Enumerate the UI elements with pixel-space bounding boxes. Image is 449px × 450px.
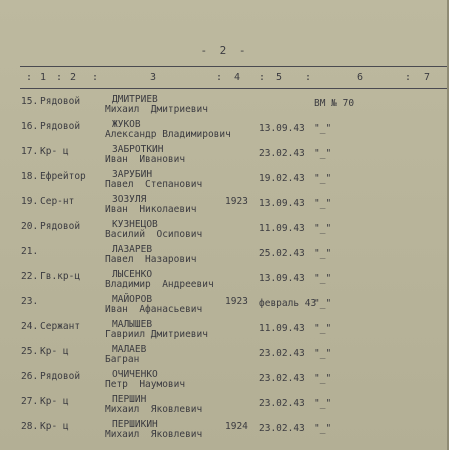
row-date: 19.02.43 bbox=[259, 173, 305, 184]
row-date: 13.09.43 bbox=[259, 273, 305, 284]
row-date: 23.02.43 bbox=[259, 348, 305, 359]
column-header-4: 4 bbox=[234, 72, 241, 83]
row-date: 13.09.43 bbox=[259, 123, 305, 134]
column-divider: : bbox=[92, 72, 99, 83]
table-row bbox=[0, 344, 449, 370]
column-header-5: 5 bbox=[276, 72, 283, 83]
header-rule-top bbox=[20, 66, 448, 67]
row-given-name: Владимир Андреевич bbox=[105, 279, 214, 290]
table-row bbox=[0, 244, 449, 270]
row-rank: Рядовой bbox=[40, 121, 81, 132]
table-row bbox=[0, 144, 449, 170]
table-row bbox=[0, 94, 449, 120]
row-surname: ЛЫСЕНКО bbox=[112, 269, 153, 280]
row-date: 23.02.43 bbox=[259, 398, 305, 409]
row-given-name: Иван Иванович bbox=[105, 154, 186, 165]
row-note: ВМ № 70 bbox=[314, 98, 355, 109]
table-row bbox=[0, 319, 449, 345]
row-given-name: Василий Осипович bbox=[105, 229, 203, 240]
row-rank: Рядовой bbox=[40, 96, 81, 107]
row-rank: Рядовой bbox=[40, 221, 81, 232]
row-note: "_" bbox=[314, 398, 332, 409]
row-year: 1923 bbox=[225, 196, 248, 207]
row-surname: ЗАРУБИН bbox=[112, 169, 153, 180]
table-row bbox=[0, 294, 449, 320]
table-row bbox=[0, 169, 449, 195]
row-surname: ЗОЗУЛЯ bbox=[112, 194, 147, 205]
column-header-1: 1 bbox=[40, 72, 47, 83]
row-note: "_" bbox=[314, 423, 332, 434]
row-note: "_" bbox=[314, 173, 332, 184]
row-number: 18. bbox=[21, 171, 39, 182]
row-note: "_" bbox=[314, 323, 332, 334]
row-surname: МАЛАЕВ bbox=[112, 344, 147, 355]
table-row bbox=[0, 194, 449, 220]
table-row bbox=[0, 394, 449, 420]
row-surname: ДМИТРИЕВ bbox=[112, 94, 158, 105]
row-given-name: Петр Наумович bbox=[105, 379, 186, 390]
row-note: "_" bbox=[314, 348, 332, 359]
row-date: 13.09.43 bbox=[259, 198, 305, 209]
row-note: "_" bbox=[314, 148, 332, 159]
row-given-name: Иван Николаевич bbox=[105, 204, 197, 215]
row-rank: Ефрейтор bbox=[40, 171, 86, 182]
row-number: 20. bbox=[21, 221, 39, 232]
column-header-6: 6 bbox=[357, 72, 364, 83]
table-row bbox=[0, 419, 449, 445]
row-given-name: Иван Афанасьевич bbox=[105, 304, 203, 315]
column-divider: : bbox=[259, 72, 266, 83]
row-rank: Сержант bbox=[40, 321, 81, 332]
column-header-2: 2 bbox=[70, 72, 77, 83]
table-row bbox=[0, 119, 449, 145]
column-divider: : bbox=[405, 72, 412, 83]
column-divider: : bbox=[216, 72, 223, 83]
table-row bbox=[0, 269, 449, 295]
column-divider: : bbox=[56, 72, 63, 83]
row-note: "_" bbox=[314, 298, 332, 309]
row-number: 17. bbox=[21, 146, 39, 157]
row-date: 11.09.43 bbox=[259, 223, 305, 234]
row-number: 21. bbox=[21, 246, 39, 257]
row-year: 1924 bbox=[225, 421, 248, 432]
row-rank: Гв.кр-ц bbox=[40, 271, 81, 282]
row-date: февраль 43 bbox=[259, 298, 317, 309]
row-number: 15. bbox=[21, 96, 39, 107]
row-note: "_" bbox=[314, 223, 332, 234]
row-number: 22. bbox=[21, 271, 39, 282]
row-surname: ОЧИЧЕНКО bbox=[112, 369, 158, 380]
row-rank: Кр- ц bbox=[40, 396, 69, 407]
row-surname: МАЛЫШЕВ bbox=[112, 319, 153, 330]
row-rank: Кр- ц bbox=[40, 421, 69, 432]
page-number: - 2 - bbox=[200, 44, 249, 57]
row-note: "_" bbox=[314, 248, 332, 259]
row-number: 26. bbox=[21, 371, 39, 382]
row-rank: Кр- ц bbox=[40, 346, 69, 357]
row-number: 23. bbox=[21, 296, 39, 307]
row-date: 25.02.43 bbox=[259, 248, 305, 259]
row-given-name: Павел Степанович bbox=[105, 179, 203, 190]
column-divider: : bbox=[26, 72, 33, 83]
table-row bbox=[0, 219, 449, 245]
row-number: 16. bbox=[21, 121, 39, 132]
row-surname: ЖУКОВ bbox=[112, 119, 141, 130]
row-date: 11.09.43 bbox=[259, 323, 305, 334]
row-given-name: Михаил Яковлевич bbox=[105, 404, 203, 415]
header-rule-bottom bbox=[20, 88, 448, 89]
row-number: 24. bbox=[21, 321, 39, 332]
row-rank: Сер-нт bbox=[40, 196, 75, 207]
row-note: "_" bbox=[314, 123, 332, 134]
column-header-7: 7 bbox=[424, 72, 431, 83]
row-surname: КУЗНЕЦОВ bbox=[112, 219, 158, 230]
row-note: "_" bbox=[314, 373, 332, 384]
row-number: 27. bbox=[21, 396, 39, 407]
row-note: "_" bbox=[314, 273, 332, 284]
row-given-name: Павел Назарович bbox=[105, 254, 197, 265]
row-rank: Кр- ц bbox=[40, 146, 69, 157]
row-note: "_" bbox=[314, 198, 332, 209]
column-header-3: 3 bbox=[150, 72, 157, 83]
row-rank: Рядовой bbox=[40, 371, 81, 382]
row-number: 25. bbox=[21, 346, 39, 357]
row-given-name: Багран bbox=[105, 354, 140, 365]
row-number: 19. bbox=[21, 196, 39, 207]
row-year: 1923 bbox=[225, 296, 248, 307]
row-given-name: Гавриил Дмитриевич bbox=[105, 329, 208, 340]
row-given-name: Александр Владимирович bbox=[105, 129, 231, 140]
row-given-name: Михаил Дмитриевич bbox=[105, 104, 208, 115]
row-surname: ЗАБРОТКИН bbox=[112, 144, 164, 155]
row-given-name: Михаил Яковлевич bbox=[105, 429, 203, 440]
row-surname: МАЙОРОВ bbox=[112, 294, 153, 305]
row-date: 23.02.43 bbox=[259, 423, 305, 434]
row-surname: ПЕРШИН bbox=[112, 394, 147, 405]
row-surname: ПЕРШИКИН bbox=[112, 419, 158, 430]
row-date: 23.02.43 bbox=[259, 148, 305, 159]
row-number: 28. bbox=[21, 421, 39, 432]
table-row bbox=[0, 369, 449, 395]
column-divider: : bbox=[305, 72, 312, 83]
row-surname: ЛАЗАРЕВ bbox=[112, 244, 153, 255]
row-date: 23.02.43 bbox=[259, 373, 305, 384]
